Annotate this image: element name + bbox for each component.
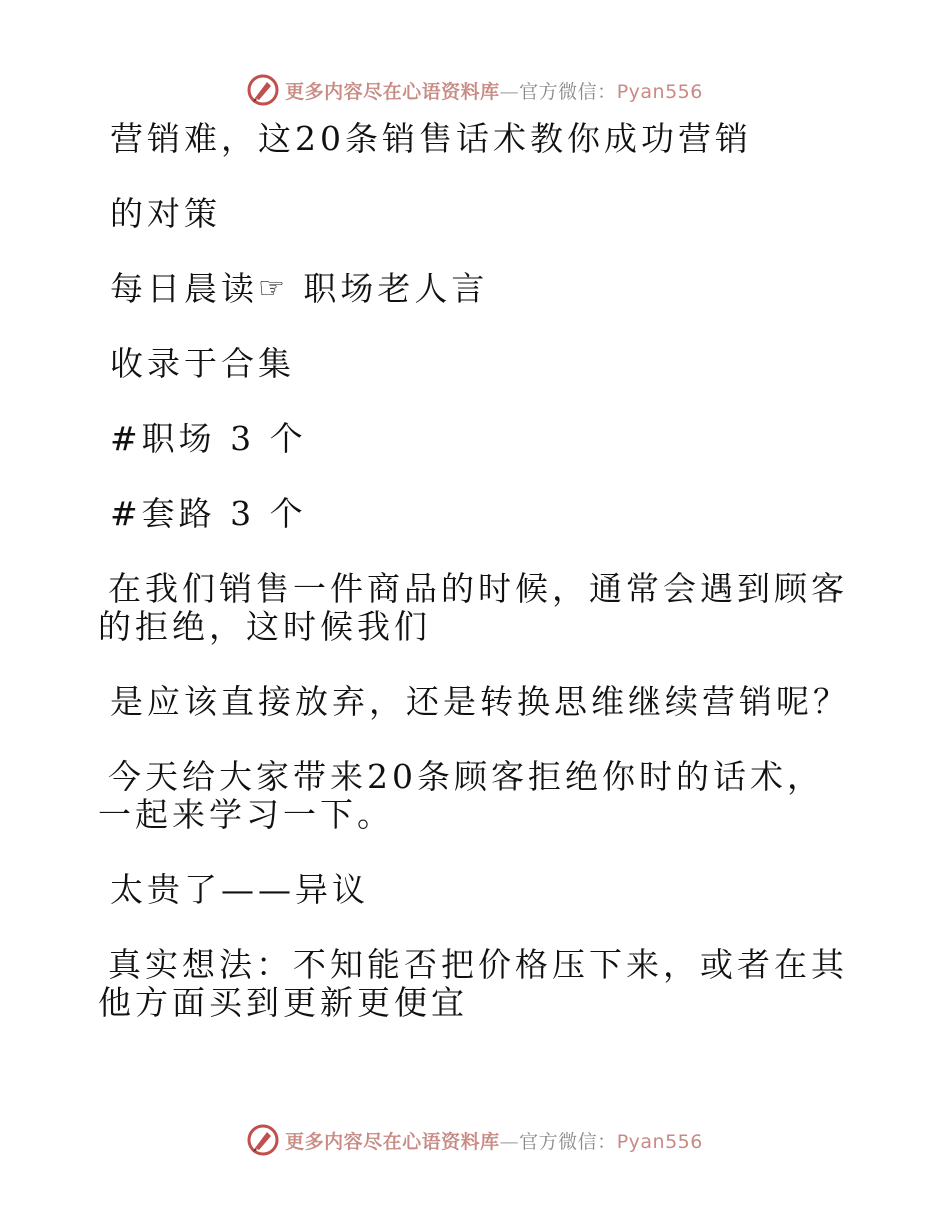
collection-label: 收录于合集 bbox=[110, 344, 295, 383]
article-title-line-2: 的对策 bbox=[110, 194, 221, 233]
article-body bbox=[98, 120, 858, 1022]
header-watermark bbox=[0, 70, 950, 110]
watermark-text: 更多内容尽在心语资料库—官方微信：Pyan556 bbox=[285, 80, 703, 103]
pointing-hand-icon: ☞ bbox=[258, 271, 289, 306]
paragraph-2: 是应该直接放弃，还是转换思维继续营销呢？ bbox=[110, 682, 850, 721]
pen-logo-icon bbox=[247, 1124, 279, 1156]
tag-tricks[interactable]: #套路 3 个 bbox=[110, 494, 307, 533]
watermark-text: 更多内容尽在心语资料库—官方微信：Pyan556 bbox=[285, 1130, 703, 1153]
paragraph-1: 在我们销售一件商品的时候，通常会遇到顾客的拒绝，这时候我们 bbox=[98, 569, 848, 646]
tag-workplace[interactable]: #职场 3 个 bbox=[110, 419, 307, 458]
paragraph-3: 今天给大家带来20条顾客拒绝你时的话术，一起来学习一下。 bbox=[98, 757, 824, 834]
section-heading: 太贵了——异议 bbox=[110, 870, 369, 909]
paragraph-4: 真实想法：不知能否把价格压下来，或者在其他方面买到更新更便宜 bbox=[98, 945, 848, 1022]
pen-logo-icon bbox=[247, 74, 279, 106]
author-line: 每日晨读☞ 职场老人言 bbox=[110, 269, 489, 308]
footer-watermark bbox=[0, 1120, 950, 1160]
article-title-line-1: 营销难，这20条销售话术教你成功营销 bbox=[110, 119, 752, 158]
